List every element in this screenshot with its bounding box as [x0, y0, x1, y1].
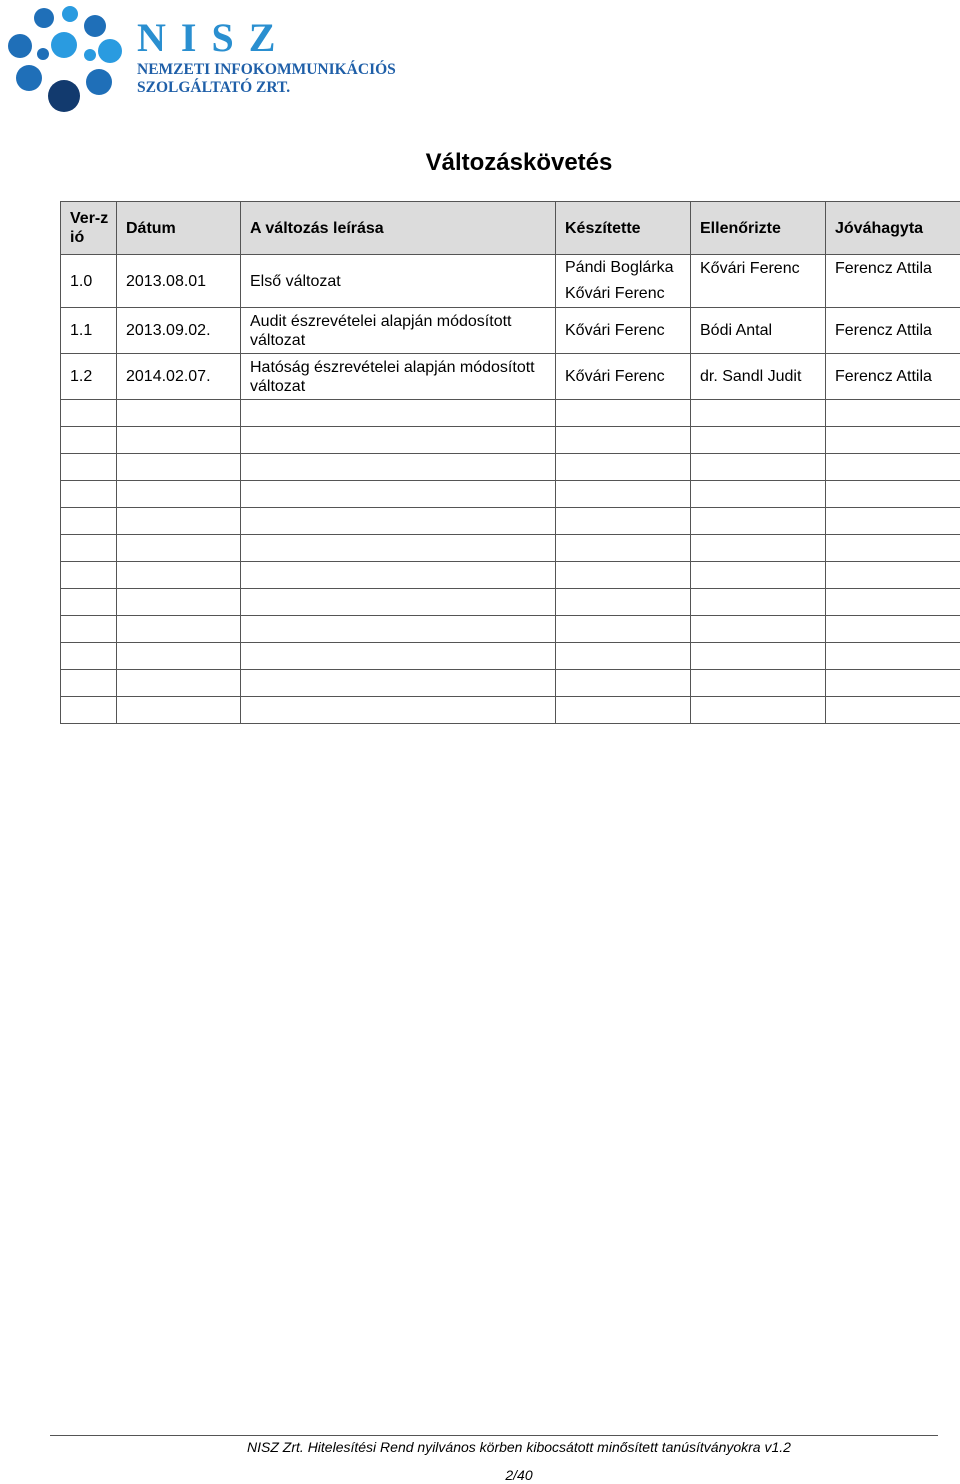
page-title: Változáskövetés: [425, 149, 613, 176]
table-header-row: [61, 202, 960, 255]
empty-cell: [691, 427, 826, 454]
empty-cell: [117, 670, 241, 697]
table-row-empty: [61, 508, 960, 535]
cell-checked-by: Bódi Antal: [691, 308, 826, 354]
empty-cell: [117, 508, 241, 535]
cell-prepared-by: Kővári Ferenc: [556, 308, 691, 354]
empty-cell: [241, 481, 556, 508]
empty-cell: [556, 427, 691, 454]
cell-description: Első változat: [241, 255, 556, 308]
header-prepared-by: Készítette: [556, 202, 691, 255]
empty-cell: [556, 508, 691, 535]
cell-version: 1.0: [61, 255, 117, 308]
table-row: [61, 354, 960, 400]
table-row-empty: [61, 697, 960, 724]
cell-description: Hatóság észrevételei alapján módosított változat: [241, 354, 556, 400]
empty-cell: [61, 427, 117, 454]
empty-cell: [61, 589, 117, 616]
cell-version: 1.1: [61, 308, 117, 354]
nisz-logo-dots-icon: [6, 4, 126, 112]
empty-cell: [117, 616, 241, 643]
empty-cell: [61, 535, 117, 562]
empty-cell: [826, 616, 960, 643]
header-checked-by: Ellenőrizte: [691, 202, 826, 255]
empty-cell: [241, 562, 556, 589]
table-row-empty: [61, 562, 960, 589]
empty-cell: [117, 589, 241, 616]
table-row-empty: [61, 400, 960, 427]
empty-cell: [556, 589, 691, 616]
cell-date: 2013.09.02.: [117, 308, 241, 354]
table-row-empty: [61, 616, 960, 643]
table-row-empty: [61, 643, 960, 670]
empty-cell: [826, 562, 960, 589]
empty-cell: [61, 454, 117, 481]
empty-cell: [241, 643, 556, 670]
empty-cell: [117, 454, 241, 481]
cell-approved-by: Ferencz Attila: [826, 354, 960, 400]
footer-divider: [50, 1435, 938, 1436]
cell-approved-by: Ferencz Attila: [826, 255, 960, 308]
header-description: A változás leírása: [241, 202, 556, 255]
cell-checked-by: dr. Sandl Judit: [691, 354, 826, 400]
logo-subtitle-line1: NEMZETI INFOKOMMUNIKÁCIÓS: [137, 61, 396, 78]
empty-cell: [691, 616, 826, 643]
empty-cell: [691, 535, 826, 562]
empty-cell: [826, 454, 960, 481]
nisz-logo: [6, 4, 396, 112]
empty-cell: [556, 481, 691, 508]
cell-checked-by: Kővári Ferenc: [691, 255, 826, 308]
empty-cell: [826, 427, 960, 454]
header-approved-by: Jóváhagyta: [826, 202, 960, 255]
empty-cell: [691, 562, 826, 589]
empty-cell: [556, 616, 691, 643]
empty-cell: [691, 481, 826, 508]
empty-cell: [61, 670, 117, 697]
cell-approved-by: Ferencz Attila: [826, 308, 960, 354]
empty-cell: [117, 643, 241, 670]
footer-text: NISZ Zrt. Hitelesítési Rend nyilvános körben kibocsátott minősített tanúsítványokra v1.2: [247, 1439, 791, 1455]
empty-cell: [826, 670, 960, 697]
empty-cell: [556, 400, 691, 427]
empty-cell: [826, 400, 960, 427]
table-row-empty: [61, 670, 960, 697]
empty-cell: [691, 589, 826, 616]
header-date: Dátum: [117, 202, 241, 255]
empty-cell: [61, 643, 117, 670]
empty-cell: [241, 670, 556, 697]
table-row-empty: [61, 454, 960, 481]
cell-date: 2014.02.07.: [117, 354, 241, 400]
cell-description: Audit észrevételei alapján módosított változat: [241, 308, 556, 354]
empty-cell: [556, 670, 691, 697]
empty-cell: [61, 616, 117, 643]
table-row-empty: [61, 535, 960, 562]
empty-cell: [691, 643, 826, 670]
empty-cell: [691, 670, 826, 697]
empty-cell: [556, 454, 691, 481]
prepared-by-name-2: Kővári Ferenc: [565, 285, 665, 302]
empty-cell: [117, 535, 241, 562]
change-log-table: [60, 201, 960, 724]
empty-cell: [556, 562, 691, 589]
empty-cell: [691, 454, 826, 481]
empty-cell: [826, 508, 960, 535]
empty-cell: [241, 589, 556, 616]
empty-cell: [117, 427, 241, 454]
empty-cell: [61, 481, 117, 508]
empty-cell: [556, 643, 691, 670]
logo-name: NISZ: [137, 15, 291, 60]
empty-cell: [241, 400, 556, 427]
table-row: [61, 255, 960, 308]
empty-cell: [826, 697, 960, 724]
empty-cell: [61, 697, 117, 724]
empty-cell: [241, 454, 556, 481]
empty-cell: [241, 535, 556, 562]
empty-cell: [691, 697, 826, 724]
empty-cell: [556, 535, 691, 562]
empty-cell: [826, 481, 960, 508]
cell-date: 2013.08.01: [117, 255, 241, 308]
empty-cell: [826, 589, 960, 616]
empty-cell: [61, 508, 117, 535]
table-row: [61, 308, 960, 354]
table-row-empty: [61, 427, 960, 454]
empty-cell: [117, 697, 241, 724]
cell-prepared-by: Kővári Ferenc: [556, 354, 691, 400]
empty-cell: [241, 697, 556, 724]
empty-cell: [61, 562, 117, 589]
empty-cell: [241, 508, 556, 535]
empty-cell: [241, 616, 556, 643]
table-row-empty: [61, 589, 960, 616]
empty-cell: [117, 400, 241, 427]
page-number: 2/40: [505, 1467, 533, 1483]
prepared-by-name-1: Pándi Boglárka: [565, 259, 674, 276]
empty-cell: [691, 400, 826, 427]
empty-cell: [241, 427, 556, 454]
logo-subtitle-line2: SZOLGÁLTATÓ ZRT.: [137, 79, 291, 96]
empty-cell: [117, 481, 241, 508]
cell-prepared-by: [556, 255, 691, 308]
cell-version: 1.2: [61, 354, 117, 400]
empty-cell: [117, 562, 241, 589]
empty-cell: [691, 508, 826, 535]
empty-cell: [826, 535, 960, 562]
empty-cell: [61, 400, 117, 427]
empty-cell: [826, 643, 960, 670]
table-row-empty: [61, 481, 960, 508]
header-version: Ver-zió: [61, 202, 117, 255]
empty-cell: [556, 697, 691, 724]
